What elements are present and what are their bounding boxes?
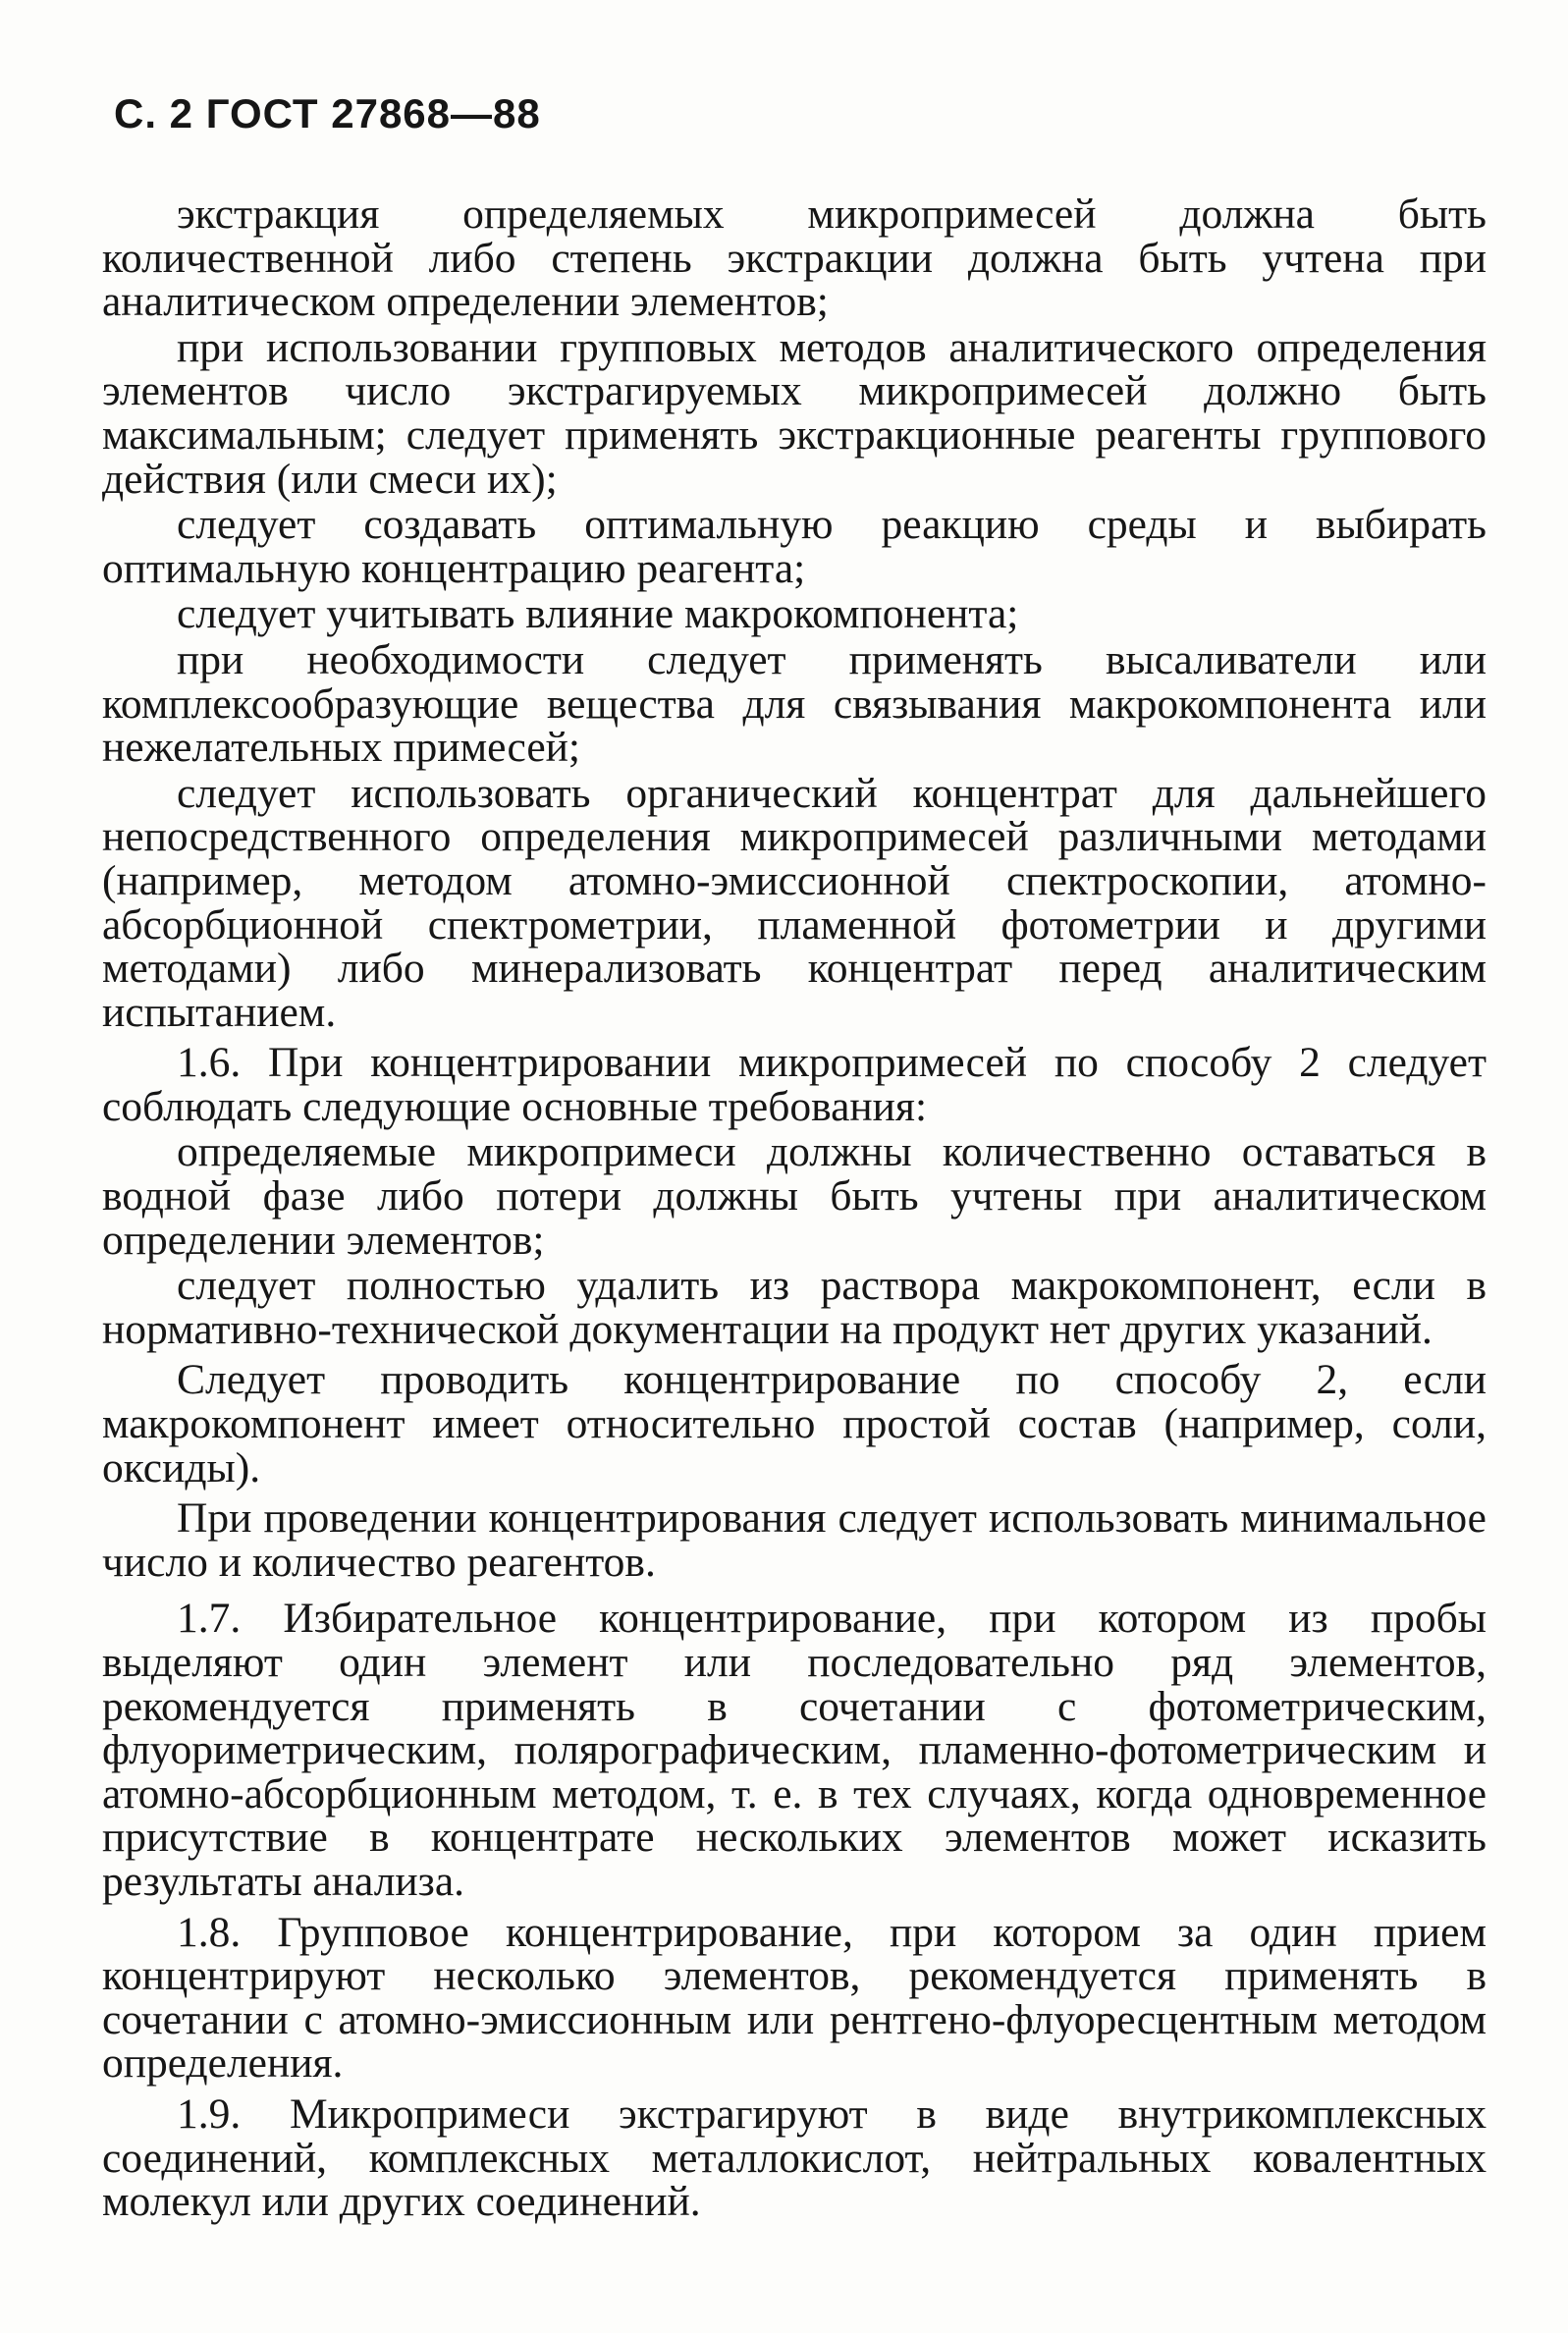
paragraph-1-8: 1.8. Групповое концентрирование, при котором за один прием концентрируют несколько элементов, рекомендуется применять в сочетании с атомно-эмиссионным или рентгено-флуоресцентным методом определения.	[102, 1908, 1487, 2088]
paragraph-minimal-reagents: При проведении концентрирования следует использовать минимальное число и количество реагентов.	[102, 1494, 1487, 1586]
paragraph-group-methods: при использовании групповых методов аналитического определения элементов число экстрагируемых микропримесей должно быть максимальным; следует применять экстракционные реагенты группового действия (или смеси их);	[102, 323, 1487, 503]
paragraph-remove-macrocomponent: следует полностью удалить из раствора макрокомпонент, если в нормативно-технической документации на продукт нет других указаний.	[102, 1262, 1487, 1353]
paragraph-organic-concentrate: следует использовать органический концентрат для дальнейшего непосредственного определения микропримесей различными методами (например, методом атомно-эмиссионной спектроскопии, атомно-абсорбционной спектрометрии, пламенной фотометрии и другими методами) либо минерализовать концентрат перед аналитическим испытанием.	[102, 769, 1487, 1036]
paragraph-macrocomponent-influence: следует учитывать влияние макрокомпонента;	[177, 590, 1019, 638]
paragraph-method-2-conditions: Следует проводить концентрирование по способу 2, если макрокомпонент имеет относительно простой состав (например, соли, оксиды).	[102, 1356, 1487, 1492]
document-body	[102, 192, 1487, 2224]
paragraph-optimal-reaction: следует создавать оптимальную реакцию среды и выбирать оптимальную концентрацию реагента;	[102, 501, 1487, 592]
paragraph-aqueous-phase: определяемые микропримеси должны количественно оставаться в водной фазе либо потери должны быть учтены при аналитическом определении элементов;	[102, 1128, 1487, 1264]
paragraph-1-6: 1.6. При концентрировании микропримесей по способу 2 следует соблюдать следующие основные требования:	[102, 1039, 1487, 1130]
paragraph-salting-agents: при необходимости следует применять высаливатели или комплексообразующие вещества для связывания макрокомпонента или нежелательных примесей;	[102, 635, 1487, 772]
paragraph-1-7: 1.7. Избирательное концентрирование, при котором из пробы выделяют один элемент или последовательно ряд элементов, рекомендуется применять в сочетании с фотометрическим, флуориметрическим, полярографическим, пламенно-фотометрическим и атомно-абсорбционным методом, т. е. в тех случаях, когда одновременное присутствие в концентрате нескольких элементов может исказить результаты анализа.	[102, 1595, 1487, 1905]
running-head: С. 2 ГОСТ 27868—88	[114, 90, 541, 136]
paragraph-extraction-quantitative: экстракция определяемых микропримесей должна быть количественной либо степень экстракции должна быть учтена при аналитическом определении элементов;	[102, 190, 1487, 326]
paragraph-1-9: 1.9. Микропримеси экстрагируют в виде внутрикомплексных соединений, комплексных металлокислот, нейтральных ковалентных молекул или других соединений.	[102, 2089, 1487, 2226]
